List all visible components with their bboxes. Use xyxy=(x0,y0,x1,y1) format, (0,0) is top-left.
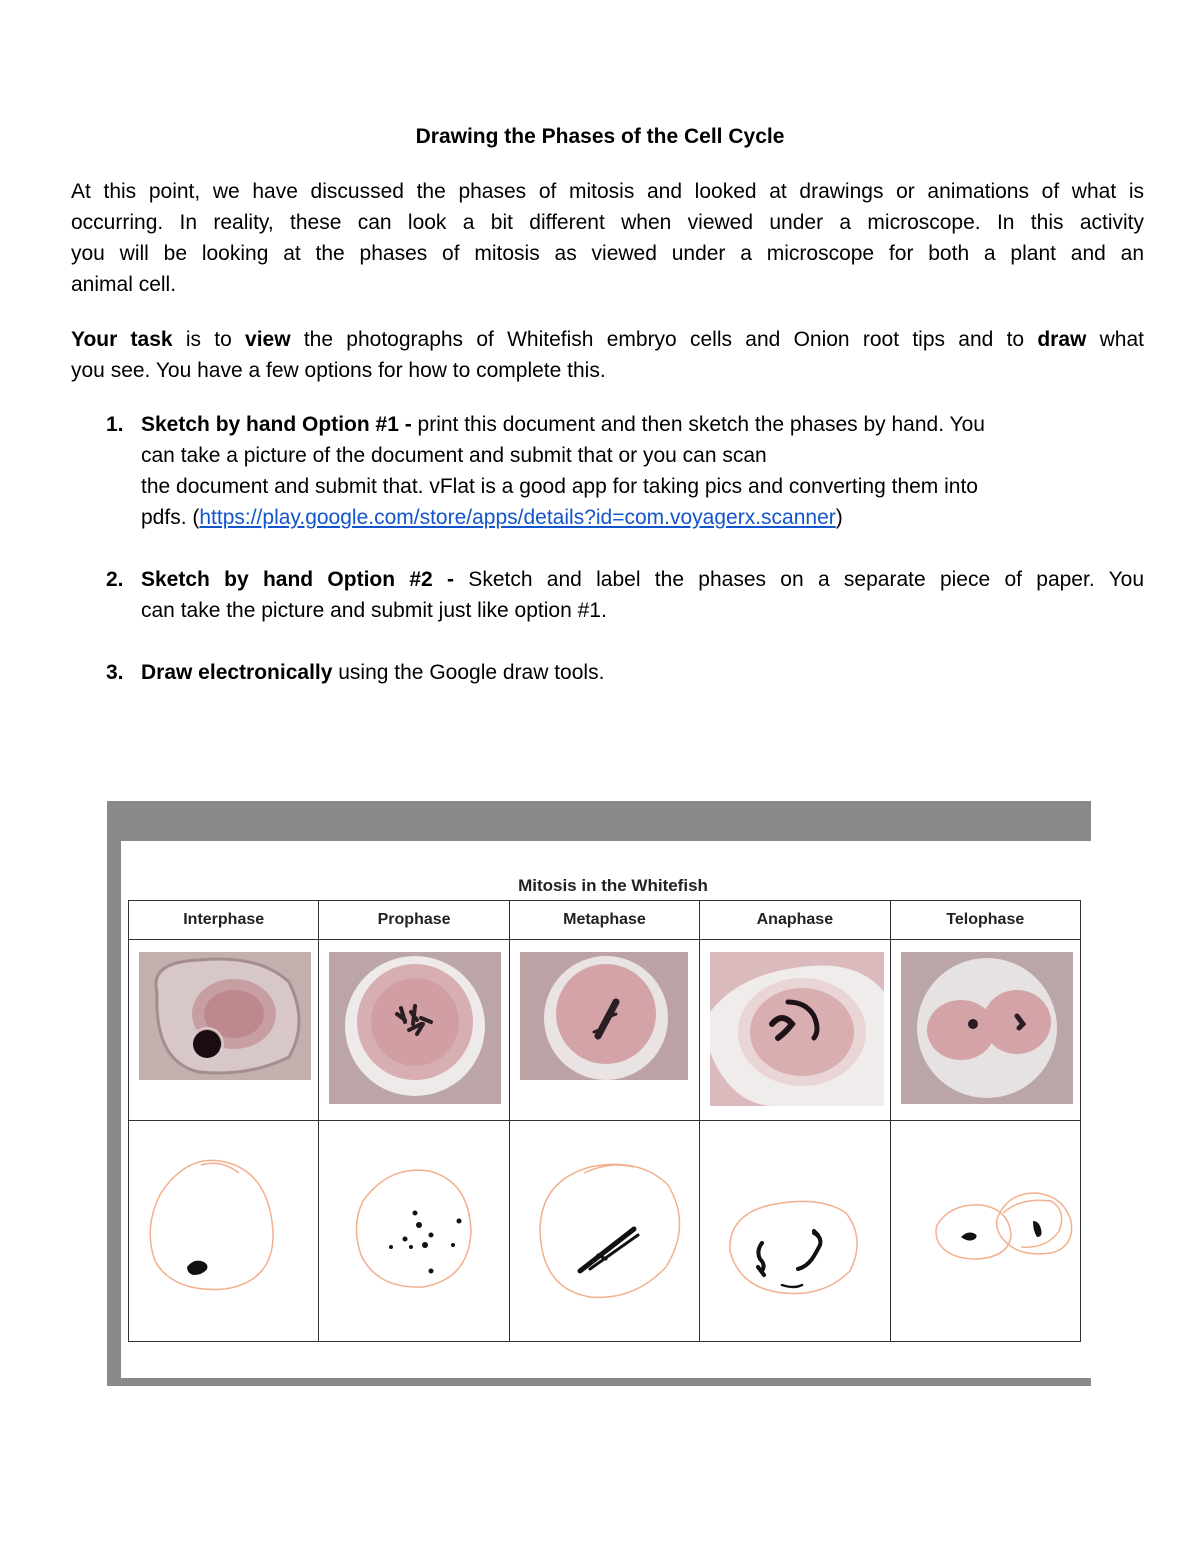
option-heading: Draw electronically xyxy=(141,661,333,684)
task-line xyxy=(71,324,1144,355)
task-text: what xyxy=(1086,328,1144,351)
sketch-cell xyxy=(129,1121,319,1342)
option-line: the document and submit that. vFlat is a good app for taking pics and converting them into xyxy=(141,475,978,498)
task-bold: Your task xyxy=(71,328,173,351)
option-text: Sketch and label the phases on a separate piece of paper. You xyxy=(454,568,1145,591)
intro-line: animal cell. xyxy=(71,273,177,296)
prophase-sketch xyxy=(319,1121,509,1341)
option-line xyxy=(141,409,1144,440)
phase-header: Prophase xyxy=(319,901,509,940)
sketch-cell xyxy=(319,1121,509,1342)
photo-cell xyxy=(509,940,699,1121)
option-number: 2. xyxy=(106,568,124,591)
anaphase-sketch xyxy=(700,1121,890,1341)
option-number: 3. xyxy=(106,661,124,684)
prophase-micrograph xyxy=(329,952,501,1104)
intro-line: At this point, we have discussed the phases of mitosis and looked at drawings or animations of what is xyxy=(71,180,1144,203)
phase-header: Telophase xyxy=(890,901,1080,940)
option-line: can take a picture of the document and submit that or you can scan xyxy=(141,444,767,467)
option-text: print this document and then sketch the phases by hand. You xyxy=(411,413,985,436)
option-line: can take the picture and submit just like option #1. xyxy=(141,599,607,622)
option-text: pdfs. ( xyxy=(141,506,200,529)
telophase-micrograph xyxy=(901,952,1073,1104)
phase-header: Anaphase xyxy=(700,901,890,940)
intro-line: you will be looking at the phases of mitosis as viewed under a microscope for both a plant and an xyxy=(71,242,1144,265)
intro-paragraph xyxy=(71,176,1144,300)
intro-line: occurring. In reality, these can look a bit different when viewed under a microscope. In this activity xyxy=(71,211,1144,234)
option-text: using the Google draw tools. xyxy=(332,661,605,684)
figure-title: Mitosis in the Whitefish xyxy=(518,876,708,895)
mitosis-table xyxy=(128,900,1081,1342)
option-heading: Sketch by hand Option #1 - xyxy=(141,413,412,436)
task-bold: view xyxy=(245,328,291,351)
metaphase-micrograph xyxy=(520,952,688,1080)
anaphase-micrograph xyxy=(710,952,884,1106)
sketch-cell xyxy=(890,1121,1080,1342)
option-number: 1. xyxy=(106,413,124,436)
phase-header: Metaphase xyxy=(509,901,699,940)
option-text: ) xyxy=(835,506,843,529)
sketch-cell xyxy=(700,1121,890,1342)
telophase-sketch xyxy=(891,1121,1081,1341)
photo-cell xyxy=(129,940,319,1121)
task-line: you see. You have a few options for how to complete this. xyxy=(71,359,606,382)
scanner-app-link[interactable]: https://play.google.com/store/apps/details?id=com.voyagerx.scanner xyxy=(199,506,836,529)
sketch-cell xyxy=(509,1121,699,1342)
page-title: Drawing the Phases of the Cell Cycle xyxy=(415,125,785,148)
interphase-micrograph xyxy=(139,952,311,1080)
option-heading: Sketch by hand Option #2 - xyxy=(141,568,455,591)
interphase-sketch xyxy=(129,1121,319,1341)
task-text: is to xyxy=(172,328,246,351)
photo-cell xyxy=(890,940,1080,1121)
task-text: the photographs of Whitefish embryo cells and Onion root tips and to xyxy=(290,328,1038,351)
phase-header: Interphase xyxy=(129,901,319,940)
option-line xyxy=(141,564,1144,595)
figure-content xyxy=(107,801,1119,1386)
task-bold: draw xyxy=(1037,328,1087,351)
option-line xyxy=(141,502,1144,533)
option-line xyxy=(141,657,1144,688)
photo-cell xyxy=(700,940,890,1121)
task-paragraph xyxy=(71,324,1144,386)
metaphase-sketch xyxy=(510,1121,700,1341)
photo-cell xyxy=(319,940,509,1121)
